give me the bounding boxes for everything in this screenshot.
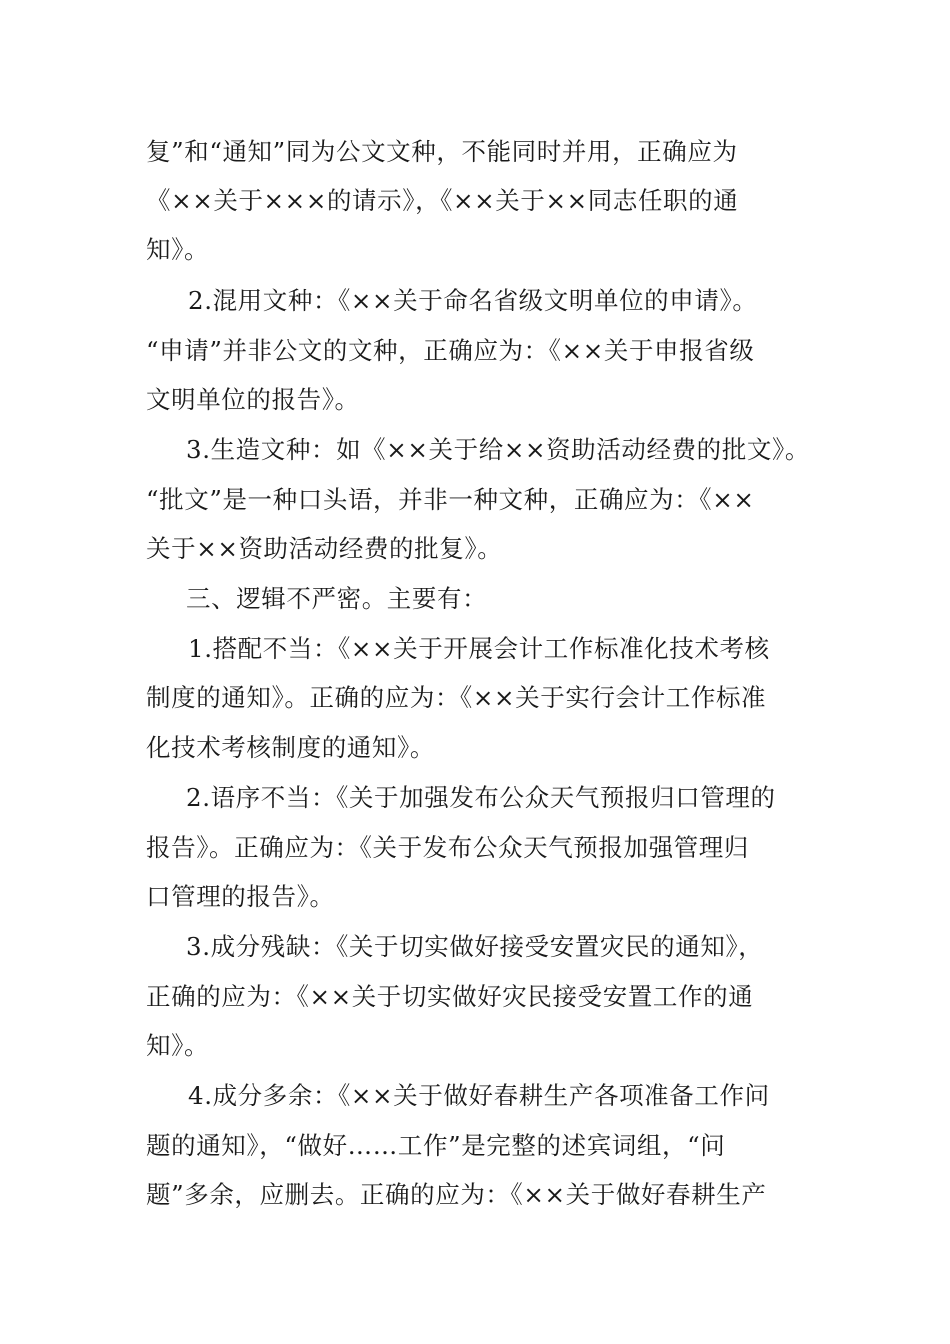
section-heading: 三、逻辑不严密。主要有：: [186, 584, 488, 613]
paragraph-line: 4.成分多余：《××关于做好春耕生产各项准备工作问: [188, 1081, 770, 1110]
paragraph-line: 关于××资助活动经费的批复》。: [146, 534, 503, 563]
paragraph-line: 报告》。正确应为：《关于发布公众天气预报加强管理归: [146, 833, 749, 862]
paragraph-line: 知》。: [146, 235, 210, 264]
paragraph-line: 口管理的报告》。: [146, 882, 335, 911]
paragraph-line: 3.生造文种：如《××关于给××资助活动经费的批文》。: [186, 435, 810, 464]
paragraph-line: “申请”并非公文的文种，正确应为：《××关于申报省级: [146, 336, 755, 365]
paragraph-line: 制度的通知》。正确的应为：《××关于实行会计工作标准: [146, 683, 767, 712]
paragraph-line: 2.语序不当：《关于加强发布公众天气预报归口管理的: [186, 783, 776, 812]
paragraph-line: 正确的应为：《××关于切实做好灾民接受安置工作的通: [146, 982, 754, 1011]
paragraph-line: 复”和“通知”同为公文文种，不能同时并用，正确应为: [146, 137, 738, 166]
paragraph-line: 3.成分残缺：《关于切实做好接受安置灾民的通知》，: [186, 932, 764, 961]
paragraph-line: 《××关于×××的请示》，《××关于××同志任职的通: [146, 186, 739, 215]
paragraph-line: 文明单位的报告》。: [146, 385, 360, 414]
paragraph-line: 2.混用文种：《××关于命名省级文明单位的申请》。: [188, 286, 758, 315]
paragraph-line: 1.搭配不当：《××关于开展会计工作标准化技术考核: [188, 634, 770, 663]
paragraph-line: 知》。: [146, 1031, 210, 1060]
paragraph-line: “批文”是一种口头语，并非一种文种，正确应为：《××: [146, 485, 755, 514]
paragraph-line: 题的通知》，“做好……工作”是完整的述宾词组，“问: [146, 1131, 726, 1160]
paragraph-line: 化技术考核制度的通知》。: [146, 733, 435, 762]
paragraph-line: 题”多余，应删去。正确的应为：《××关于做好春耕生产: [146, 1180, 767, 1209]
